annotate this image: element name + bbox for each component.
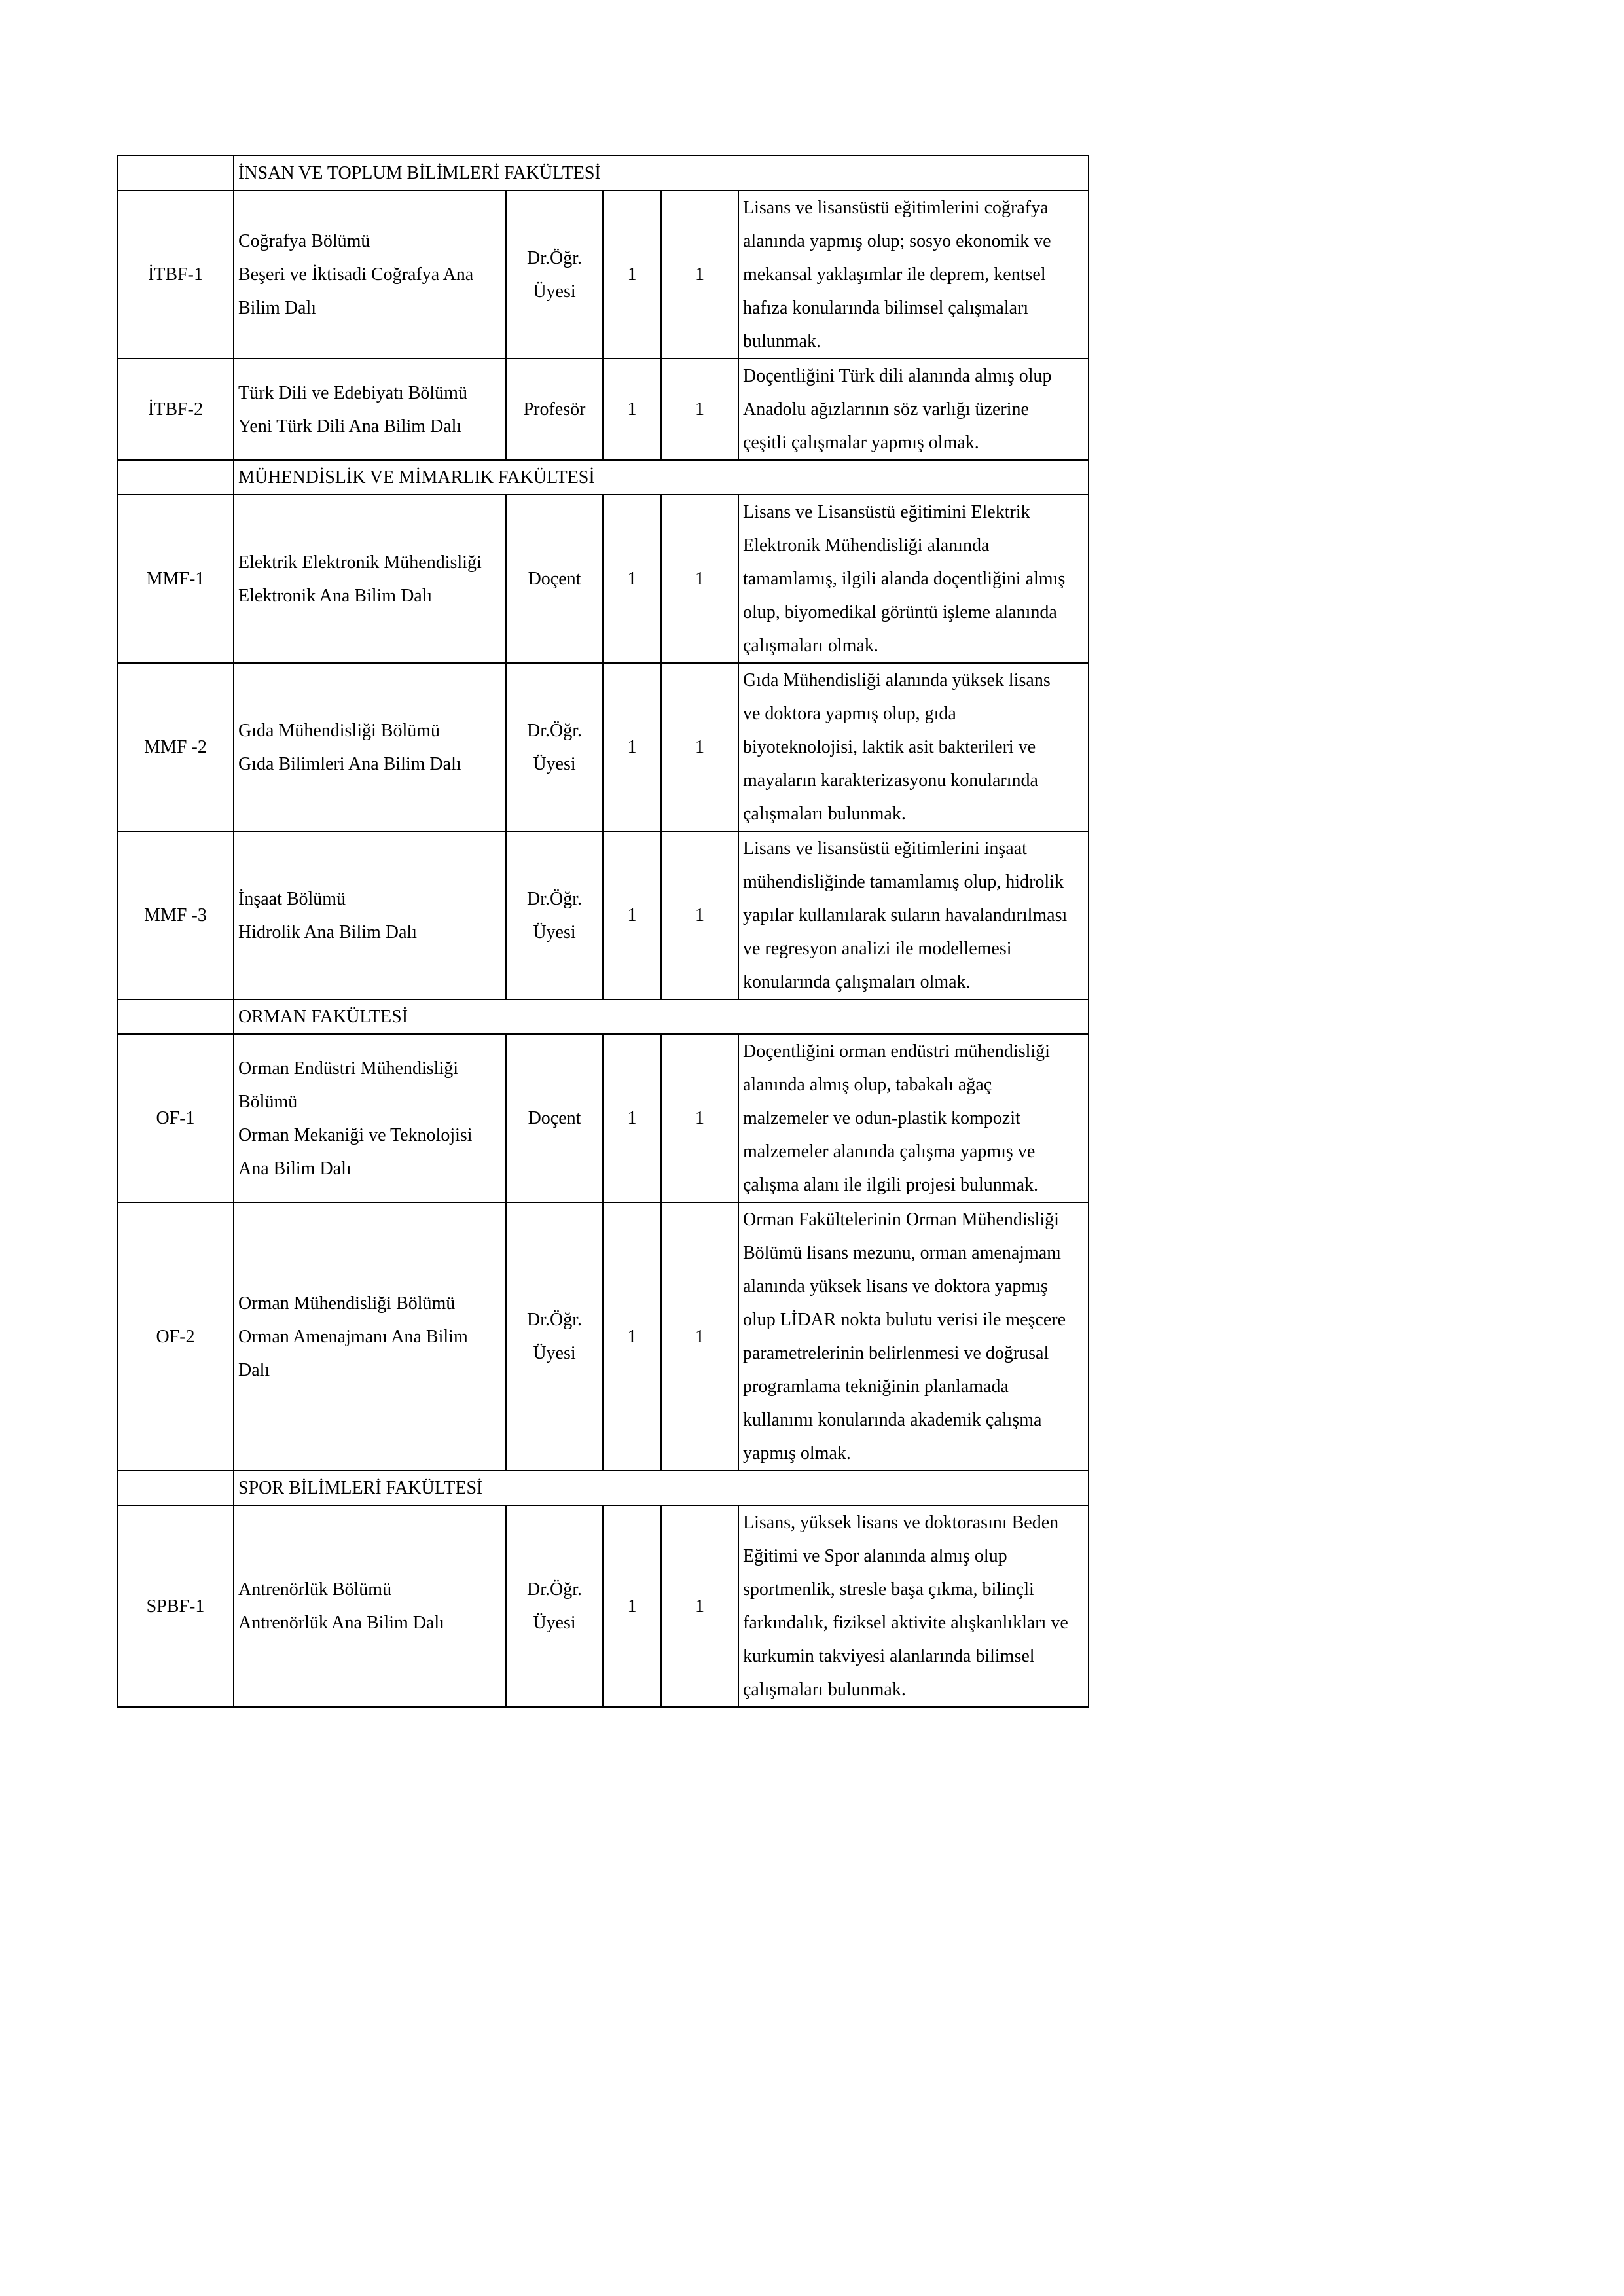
requirements-cell-line: yapmış olmak. (743, 1443, 851, 1463)
department-cell-line: Orman Mühendisliği Bölümü (238, 1293, 456, 1314)
requirements-cell (738, 831, 1089, 999)
faculty-code-blank (117, 999, 234, 1034)
requirements-cell (738, 495, 1089, 663)
position-code: MMF-1 (117, 495, 234, 663)
academic-title-cell-line: Dr.Öğr. (527, 247, 582, 268)
requirements-cell-line: Gıda Mühendisliği alanında yüksek lisans (743, 670, 1051, 691)
department-cell (234, 495, 506, 663)
academic-title-cell-line: Üyesi (533, 753, 576, 774)
requirements-cell-line: mühendisliğinde tamamlamış olup, hidrolik (743, 872, 1064, 892)
requirements-cell-line: ve regresyon analizi ile modellemesi (743, 939, 1012, 959)
table-body (117, 156, 1089, 1707)
requirements-cell (738, 1505, 1089, 1707)
faculty-name: SPOR BİLİMLERİ FAKÜLTESİ (234, 1471, 1089, 1505)
requirements-cell-line: olup, biyomedikal görüntü işleme alanında (743, 602, 1057, 622)
faculty-name: İNSAN VE TOPLUM BİLİMLERİ FAKÜLTESİ (234, 156, 1089, 190)
academic-title-cell-line: Üyesi (533, 1613, 576, 1633)
academic-title-cell (506, 495, 603, 663)
requirements-cell-line: malzemeler ve odun-plastik kompozit (743, 1108, 1020, 1128)
quantity-cell: 1 (603, 831, 661, 999)
academic-title-cell-line: Doçent (528, 569, 581, 589)
department-cell-line: İnşaat Bölümü (238, 888, 346, 909)
requirements-cell-line: konularında çalışmaları olmak. (743, 972, 971, 992)
quantity-cell: 1 (603, 1034, 661, 1202)
requirements-cell-line: çalışmaları bulunmak. (743, 1679, 906, 1700)
quantity-cell: 1 (661, 1034, 738, 1202)
quantity-cell: 1 (661, 495, 738, 663)
department-cell-line: Türk Dili ve Edebiyatı Bölümü (238, 382, 467, 403)
requirements-cell-line: çalışmaları olmak. (743, 636, 878, 656)
quantity-cell: 1 (603, 663, 661, 831)
position-code: OF-1 (117, 1034, 234, 1202)
department-cell (234, 663, 506, 831)
quantity-cell: 1 (603, 1505, 661, 1707)
table-row (117, 495, 1089, 663)
department-cell-line: Gıda Mühendisliği Bölümü (238, 720, 440, 741)
academic-title-cell-line: Üyesi (533, 1343, 576, 1363)
academic-title-cell-line: Dr.Öğr. (527, 888, 582, 909)
position-code: İTBF-1 (117, 190, 234, 359)
requirements-cell (738, 1034, 1089, 1202)
requirements-cell-line: kurkumin takviyesi alanlarında bilimsel (743, 1646, 1035, 1666)
requirements-cell-line: mayaların karakterizasyonu konularında (743, 770, 1038, 791)
position-code: MMF -3 (117, 831, 234, 999)
requirements-cell-line: Lisans ve Lisansüstü eğitimini Elektrik (743, 502, 1030, 522)
department-cell-line: Elektronik Ana Bilim Dalı (238, 585, 433, 606)
faculty-header-row (117, 1471, 1089, 1505)
faculty-header-row (117, 999, 1089, 1034)
position-code: İTBF-2 (117, 359, 234, 460)
quantity-cell: 1 (603, 495, 661, 663)
department-cell-line: Antrenörlük Bölümü (238, 1579, 392, 1600)
faculty-code-blank (117, 156, 234, 190)
requirements-cell-line: sportmenlik, stresle başa çıkma, bilinçli (743, 1579, 1034, 1600)
academic-title-cell (506, 831, 603, 999)
requirements-cell-line: Lisans ve lisansüstü eğitimlerini inşaat (743, 838, 1027, 859)
requirements-cell-line: biyoteknolojisi, laktik asit bakterileri ve (743, 737, 1036, 757)
academic-title-cell (506, 1034, 603, 1202)
academic-title-cell (506, 663, 603, 831)
department-cell-line: Orman Mekaniği ve Teknolojisi (238, 1124, 473, 1145)
requirements-cell-line: Doçentliğini orman endüstri mühendisliği (743, 1041, 1050, 1062)
faculty-code-blank (117, 1471, 234, 1505)
requirements-cell-line: Doçentliğini Türk dili alanında almış olup (743, 366, 1052, 386)
requirements-cell-line: çalışma alanı ile ilgili projesi bulunmak. (743, 1175, 1039, 1195)
requirements-cell-line: Anadolu ağızlarının söz varlığı üzerine (743, 399, 1029, 420)
requirements-cell-line: bulunmak. (743, 331, 821, 351)
academic-title-cell (506, 1505, 603, 1707)
academic-title-cell-line: Üyesi (533, 922, 576, 942)
requirements-cell (738, 663, 1089, 831)
faculty-name: ORMAN FAKÜLTESİ (234, 999, 1089, 1034)
department-cell-line: Antrenörlük Ana Bilim Dalı (238, 1613, 444, 1633)
academic-title-cell-line: Profesör (523, 399, 586, 420)
department-cell-line: Coğrafya Bölümü (238, 231, 370, 251)
requirements-cell (738, 190, 1089, 359)
faculty-code-blank (117, 460, 234, 495)
requirements-cell-line: Elektronik Mühendisliği alanında (743, 535, 990, 556)
table-row (117, 1034, 1089, 1202)
requirements-cell-line: alanında yapmış olup; sosyo ekonomik ve (743, 231, 1051, 251)
requirements-cell-line: malzemeler alanında çalışma yapmış ve (743, 1141, 1036, 1162)
academic-title-cell-line: Doçent (528, 1108, 581, 1128)
quantity-cell: 1 (661, 190, 738, 359)
academic-title-cell-line: Dr.Öğr. (527, 1310, 582, 1330)
quantity-cell: 1 (661, 663, 738, 831)
requirements-cell-line: hafıza konularında bilimsel çalışmaları (743, 298, 1029, 318)
requirements-cell-line: Orman Fakültelerinin Orman Mühendisliği (743, 1210, 1059, 1230)
requirements-cell-line: çalışmaları bulunmak. (743, 804, 906, 824)
table-row (117, 663, 1089, 831)
position-code: MMF -2 (117, 663, 234, 831)
department-cell-line: Orman Endüstri Mühendisliği (238, 1058, 458, 1079)
department-cell (234, 1505, 506, 1707)
requirements-cell-line: yapılar kullanılarak suların havalandırılması (743, 905, 1068, 925)
academic-title-cell-line: Üyesi (533, 281, 576, 302)
department-cell (234, 831, 506, 999)
requirements-cell-line: Lisans, yüksek lisans ve doktorasını Beden (743, 1513, 1059, 1533)
quantity-cell: 1 (603, 359, 661, 460)
academic-title-cell-line: Dr.Öğr. (527, 1579, 582, 1600)
department-cell-line: Elektrik Elektronik Mühendisliği (238, 552, 482, 573)
department-cell-line: Bölümü (238, 1091, 298, 1112)
requirements-cell-line: mekansal yaklaşımlar ile deprem, kentsel (743, 264, 1046, 285)
table-row (117, 1505, 1089, 1707)
requirements-cell-line: Lisans ve lisansüstü eğitimlerini coğrafya (743, 198, 1049, 218)
academic-title-cell (506, 190, 603, 359)
department-cell (234, 359, 506, 460)
requirements-cell-line: alanında almış olup, tabakalı ağaç (743, 1075, 992, 1095)
requirements-cell-line: alanında yüksek lisans ve doktora yapmış (743, 1276, 1048, 1297)
position-code: OF-2 (117, 1202, 234, 1471)
department-cell-line: Ana Bilim Dalı (238, 1158, 352, 1179)
requirements-cell-line: ve doktora yapmış olup, gıda (743, 704, 956, 724)
department-cell-line: Orman Amenajmanı Ana Bilim (238, 1326, 468, 1347)
quantity-cell: 1 (661, 1505, 738, 1707)
department-cell-line: Gıda Bilimleri Ana Bilim Dalı (238, 753, 461, 774)
position-code: SPBF-1 (117, 1505, 234, 1707)
quantity-cell: 1 (661, 831, 738, 999)
quantity-cell: 1 (603, 1202, 661, 1471)
table-row (117, 1202, 1089, 1471)
quantity-cell: 1 (661, 359, 738, 460)
requirements-cell-line: çeşitli çalışmalar yapmış olmak. (743, 433, 979, 453)
requirements-cell-line: parametrelerinin belirlenmesi ve doğrusal (743, 1343, 1049, 1363)
department-cell-line: Dalı (238, 1359, 270, 1380)
department-cell-line: Beşeri ve İktisadi Coğrafya Ana (238, 264, 474, 285)
table-row (117, 190, 1089, 359)
table-row (117, 359, 1089, 460)
requirements-cell-line: Eğitimi ve Spor alanında almış olup (743, 1546, 1007, 1566)
quantity-cell: 1 (661, 1202, 738, 1471)
requirements-cell-line: farkındalık, fiziksel aktivite alışkanlıkları ve (743, 1613, 1068, 1633)
requirements-cell-line: tamamlamış, ilgili alanda doçentliğini almış (743, 569, 1066, 589)
faculty-header-row (117, 460, 1089, 495)
staff-positions-table (117, 155, 1089, 1708)
requirements-cell (738, 359, 1089, 460)
department-cell-line: Bilim Dalı (238, 298, 316, 318)
department-cell-line: Hidrolik Ana Bilim Dalı (238, 922, 417, 942)
academic-title-cell (506, 1202, 603, 1471)
requirements-cell (738, 1202, 1089, 1471)
quantity-cell: 1 (603, 190, 661, 359)
requirements-cell-line: programlama tekniğinin planlamada (743, 1376, 1009, 1397)
faculty-name: MÜHENDİSLİK VE MİMARLIK FAKÜLTESİ (234, 460, 1089, 495)
requirements-cell-line: Bölümü lisans mezunu, orman amenajmanı (743, 1243, 1062, 1263)
table-row (117, 831, 1089, 999)
department-cell (234, 190, 506, 359)
academic-title-cell-line: Dr.Öğr. (527, 720, 582, 741)
faculty-header-row (117, 156, 1089, 190)
requirements-cell-line: olup LİDAR nokta bulutu verisi ile meşcere (743, 1310, 1066, 1330)
department-cell-line: Yeni Türk Dili Ana Bilim Dalı (238, 416, 462, 437)
requirements-cell-line: kullanımı konularında akademik çalışma (743, 1410, 1042, 1430)
department-cell (234, 1034, 506, 1202)
academic-title-cell (506, 359, 603, 460)
department-cell (234, 1202, 506, 1471)
